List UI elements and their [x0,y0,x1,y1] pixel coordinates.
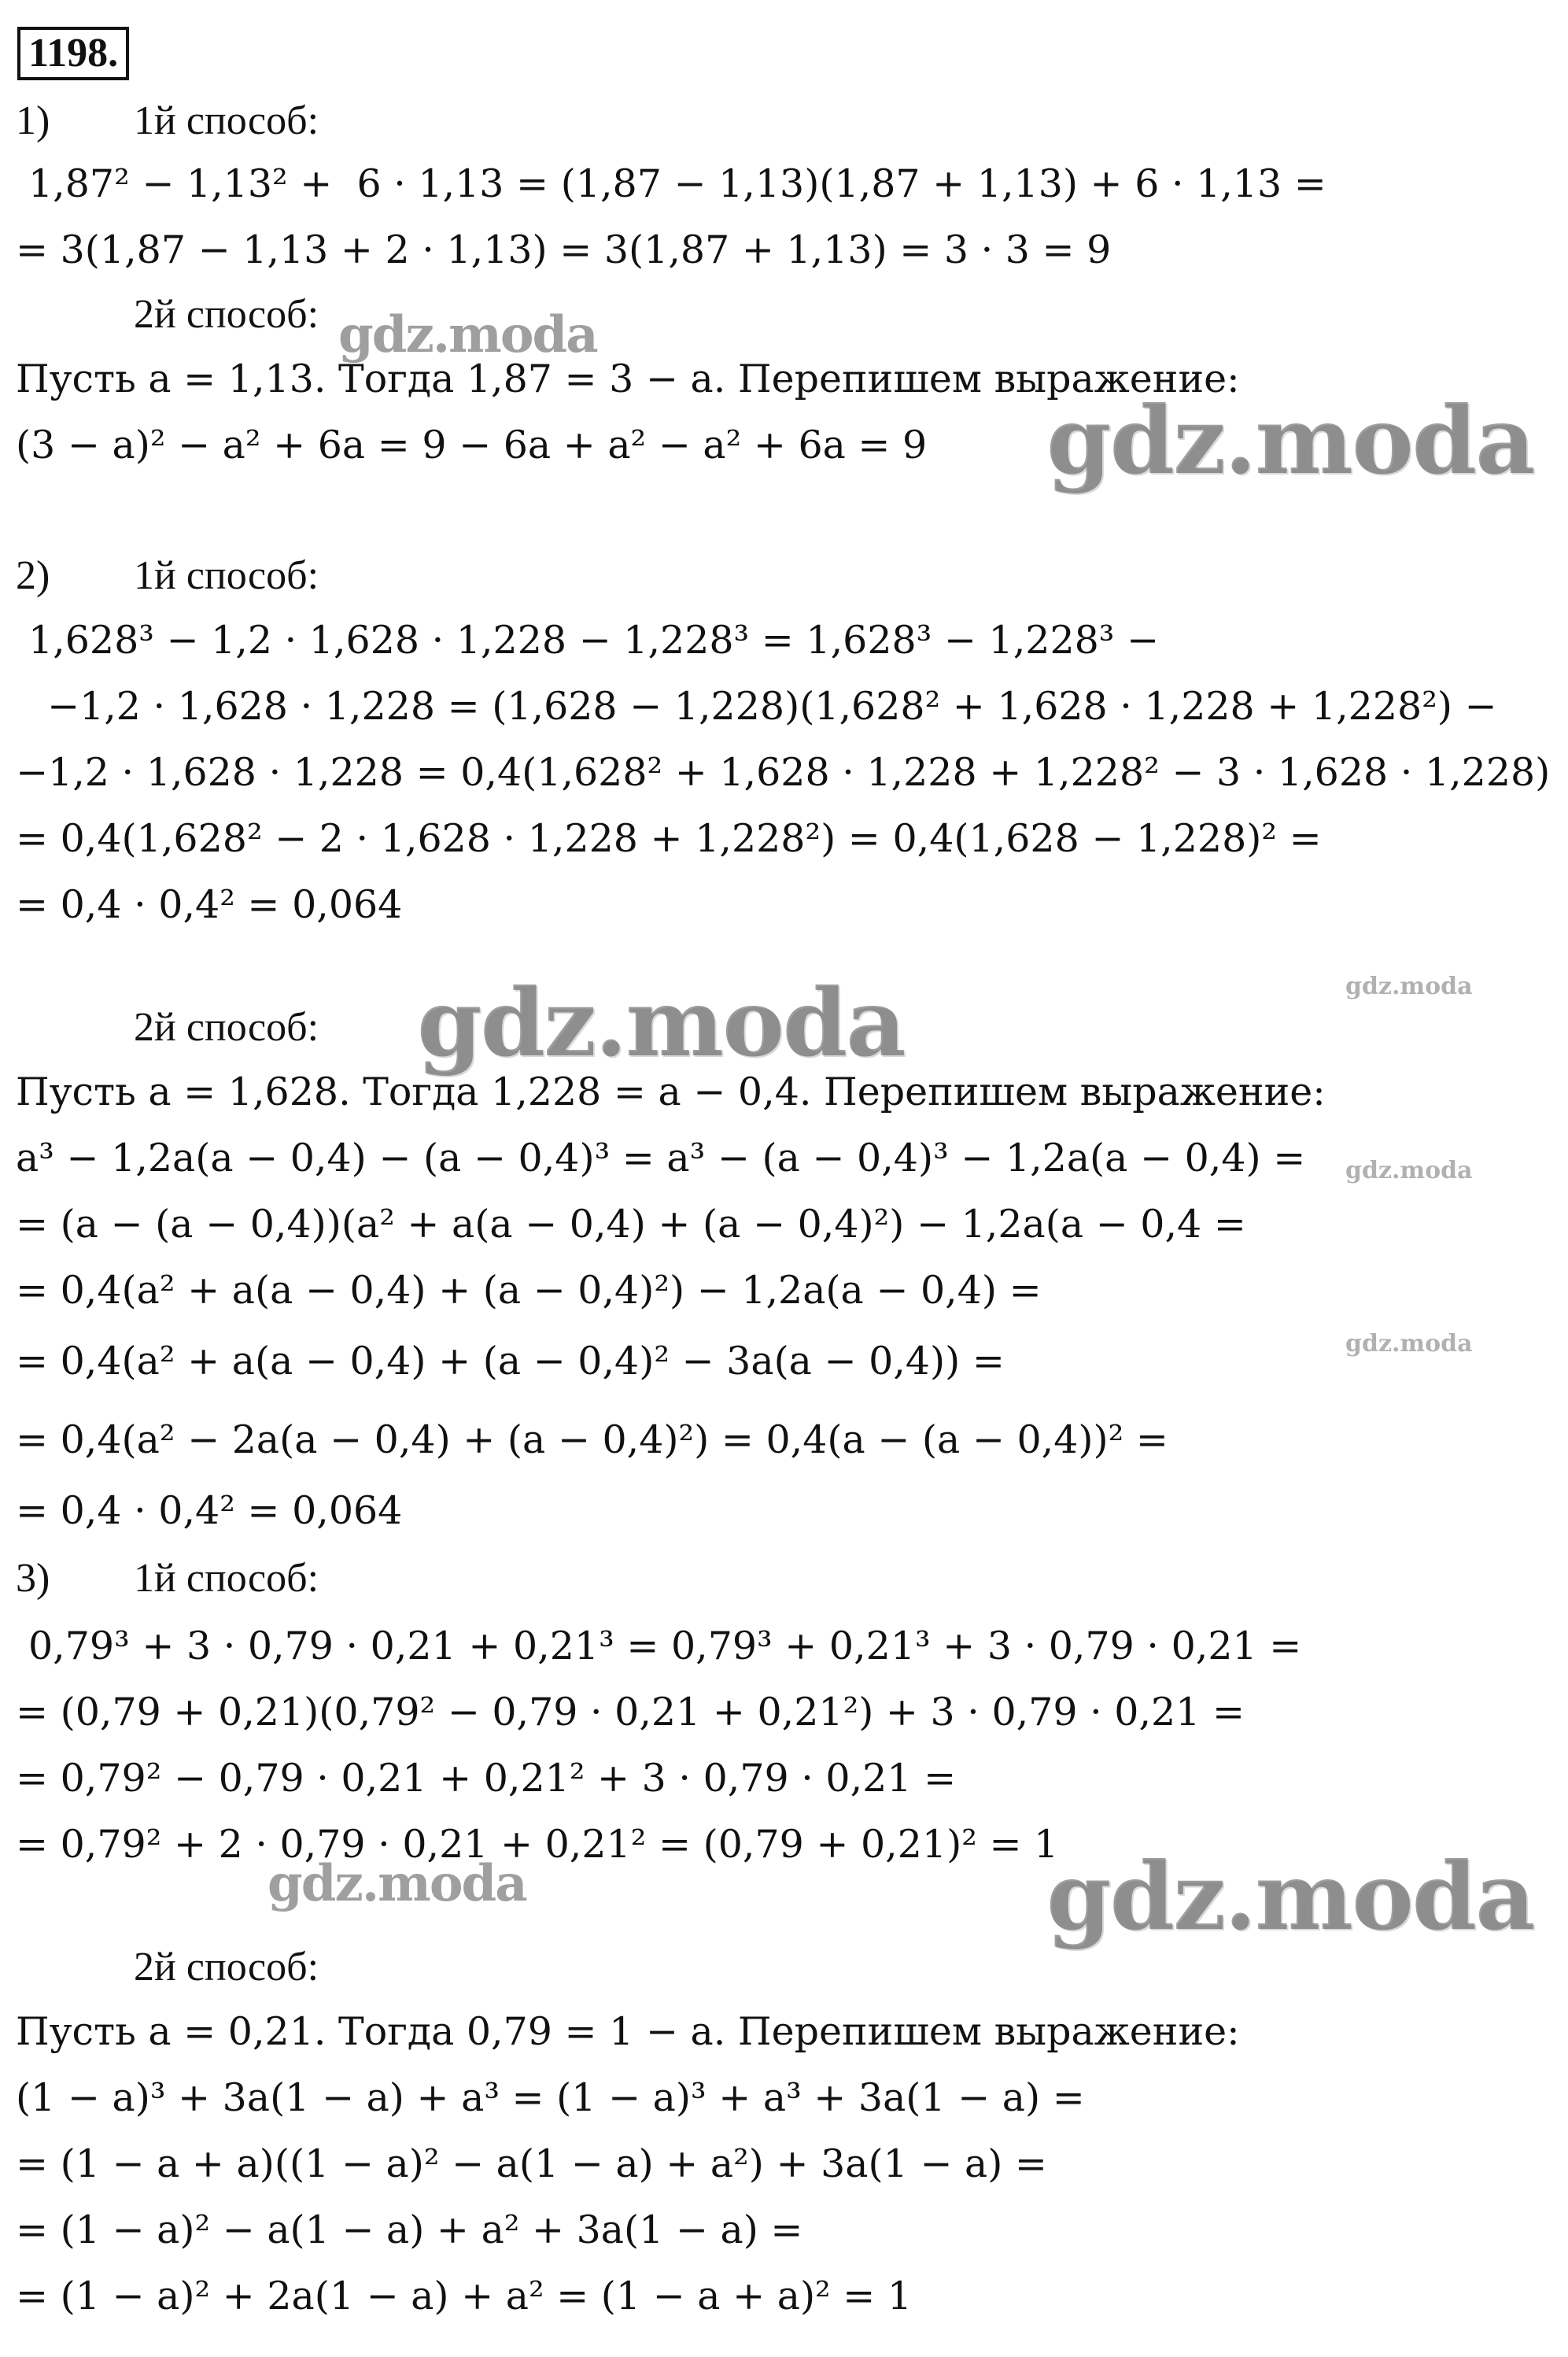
part-1-method-2-title: 2й способ: [134,292,319,337]
part-3-method-1-line-2: = (0,79 + 0,21)(0,79² − 0,79 · 0,21 + 0,21²) + 3 · 0,79 · 0,21 = [16,1690,1245,1735]
watermark: gdz.moda [267,1854,526,1913]
part-3-method-2-line-4: = (1 − a)² − a(1 − a) + a² + 3a(1 − a) = [16,2207,803,2252]
part-1-method-2-line-2: (3 − a)² − a² + 6a = 9 − 6a + a² − a² + 6a = 9 [16,423,928,467]
part-2-method-2-line-4: = 0,4(a² + a(a − 0,4) + (a − 0,4)²) − 1,2a(a − 0,4) = [16,1268,1042,1313]
watermark: gdz.moda [338,305,597,364]
watermark: gdz.moda [417,968,905,1077]
part-2-method-1-line-5: = 0,4 · 0,4² = 0,064 [16,882,403,927]
part-2-method-2-title: 2й способ: [134,1005,319,1050]
part-3-method-2-line-1: Пусть a = 0,21. Тогда 0,79 = 1 − a. Перепишем выражение: [16,2009,1240,2054]
part-1-label: 1) [16,98,50,143]
part-3-method-2-line-5: = (1 − a)² + 2a(1 − a) + a² = (1 − a + a)² = 1 [16,2274,913,2318]
part-1-method-1-line-1: 1,87² − 1,13² + 6 · 1,13 = (1,87 − 1,13)(1,87 + 1,13) + 6 · 1,13 = [28,161,1326,206]
part-2-method-1-line-2: −1,2 · 1,628 · 1,228 = (1,628 − 1,228)(1,628² + 1,628 · 1,228 + 1,228²) − [47,684,1497,729]
watermark: gdz.moda [1046,386,1534,495]
watermark: gdz.moda [1345,973,1473,1000]
watermark: gdz.moda [1046,1842,1534,1951]
part-3-method-2-title: 2й способ: [134,1945,319,1989]
part-2-method-2-line-5: = 0,4(a² + a(a − 0,4) + (a − 0,4)² − 3a(a − 0,4)) = [16,1339,1005,1384]
part-3-method-1-line-1: 0,79³ + 3 · 0,79 · 0,21 + 0,21³ = 0,79³ + 0,21³ + 3 · 0,79 · 0,21 = [28,1624,1302,1668]
part-1-method-1-line-2: = 3(1,87 − 1,13 + 2 · 1,13) = 3(1,87 + 1,13) = 3 · 3 = 9 [16,227,1112,272]
part-2-method-1-title: 1й способ: [134,553,319,598]
part-2-method-2-line-1: Пусть a = 1,628. Тогда 1,228 = a − 0,4. Перепишем выражение: [16,1070,1326,1114]
part-2-method-1-line-4: = 0,4(1,628² − 2 · 1,628 · 1,228 + 1,228²) = 0,4(1,628 − 1,228)² = [16,816,1322,861]
watermark: gdz.moda [1345,1157,1473,1184]
part-1-method-2-line-1: Пусть a = 1,13. Тогда 1,87 = 3 − a. Перепишем выражение: [16,357,1240,401]
part-3-method-1-line-3: = 0,79² − 0,79 · 0,21 + 0,21² + 3 · 0,79 · 0,21 = [16,1756,957,1801]
part-3-method-1-line-4: = 0,79² + 2 · 0,79 · 0,21 + 0,21² = (0,79 + 0,21)² = 1 [16,1822,1059,1867]
part-2-method-2-line-3: = (a − (a − 0,4))(a² + a(a − 0,4) + (a − 0,4)²) − 1,2a(a − 0,4 = [16,1202,1246,1247]
part-3-method-1-title: 1й способ: [134,1556,319,1601]
part-1-method-1-title: 1й способ: [134,98,319,143]
part-2-method-1-line-3: −1,2 · 1,628 · 1,228 = 0,4(1,628² + 1,628 · 1,228 + 1,228² − 3 · 1,628 · 1,228) [16,750,1551,795]
part-3-method-2-line-3: = (1 − a + a)((1 − a)² − a(1 − a) + a²) + 3a(1 − a) = [16,2141,1047,2186]
part-2-method-2-line-7: = 0,4 · 0,4² = 0,064 [16,1488,403,1533]
part-3-label: 3) [16,1556,50,1601]
part-2-method-1-line-1: 1,628³ − 1,2 · 1,628 · 1,228 − 1,228³ = 1,628³ − 1,228³ − [28,618,1160,663]
part-2-method-2-line-6: = 0,4(a² − 2a(a − 0,4) + (a − 0,4)²) = 0,4(a − (a − 0,4))² = [16,1417,1168,1462]
watermark: gdz.moda [1345,1330,1473,1358]
task-number: 1198. [17,27,129,80]
part-3-method-2-line-2: (1 − a)³ + 3a(1 − a) + a³ = (1 − a)³ + a³ + 3a(1 − a) = [16,2075,1085,2120]
part-2-label: 2) [16,553,50,598]
part-2-method-2-line-2: a³ − 1,2a(a − 0,4) − (a − 0,4)³ = a³ − (a − 0,4)³ − 1,2a(a − 0,4) = [16,1136,1306,1180]
